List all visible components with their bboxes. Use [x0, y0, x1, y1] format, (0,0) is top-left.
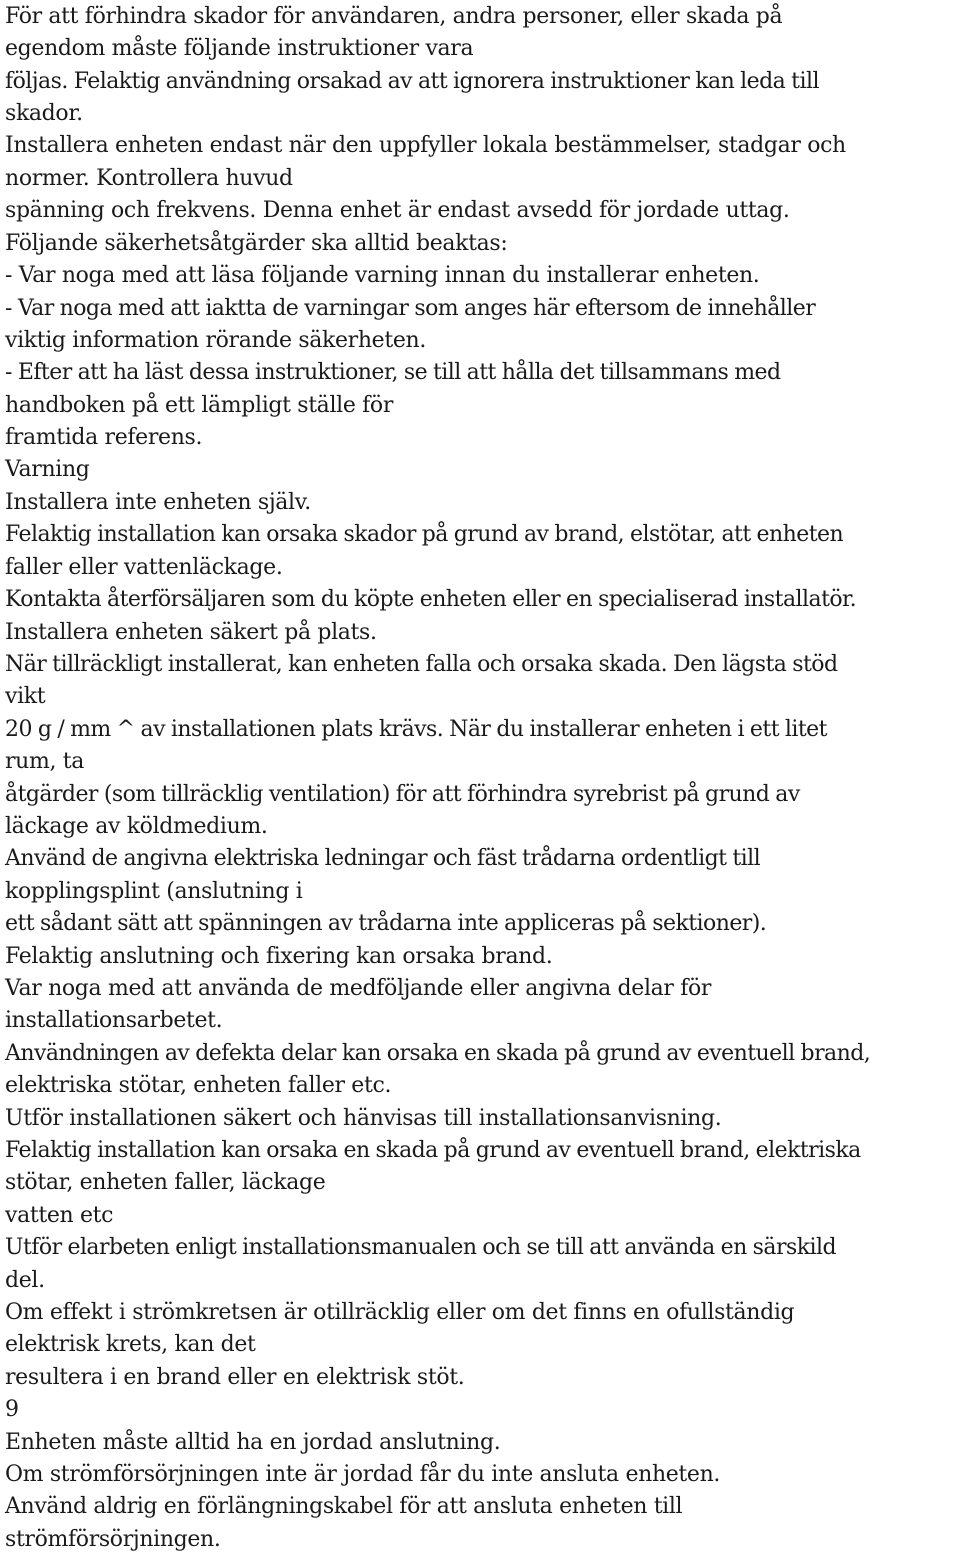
- text-line: När tillräckligt installerat, kan enheten falla och orsaka skada. Den lägsta stöd: [5, 652, 838, 677]
- text-line: del.: [5, 1268, 45, 1293]
- text-line: Utför elarbeten enligt installationsmanualen och se till att använda en särskild: [5, 1235, 836, 1260]
- text-line: - Efter att ha läst dessa instruktioner, se till att hålla det tillsammans med: [5, 360, 781, 385]
- text-line: Kontakta återförsäljaren som du köpte enheten eller en specialiserad installatör.: [5, 587, 857, 612]
- text-line: Var noga med att använda de medföljande eller angivna delar för: [5, 976, 712, 1001]
- text-line: Om effekt i strömkretsen är otillräcklig eller om det finns en ofullständig: [5, 1300, 795, 1325]
- text-line: - Var noga med att läsa följande varning innan du installerar enheten.: [5, 263, 760, 288]
- text-line: elektrisk krets, kan det: [5, 1332, 256, 1357]
- text-line: Utför installationen säkert och hänvisas till installationsanvisning.: [5, 1106, 722, 1131]
- text-line: Felaktig anslutning och fixering kan orsaka brand.: [5, 944, 553, 969]
- text-line: handboken på ett lämpligt ställe för: [5, 393, 393, 418]
- text-line: faller eller vattenläckage.: [5, 555, 283, 580]
- text-line: skador.: [5, 101, 83, 126]
- text-line: Använd de angivna elektriska ledningar och fäst trådarna ordentligt till: [5, 846, 761, 871]
- text-line: strömförsörjningen.: [5, 1527, 221, 1552]
- text-line: vikt: [5, 684, 46, 709]
- text-line: rum, ta: [5, 749, 85, 774]
- text-line: 20 g / mm ^ av installationen plats krävs. När du installerar enheten i ett litet: [5, 717, 827, 742]
- text-line: framtida referens.: [5, 425, 203, 450]
- text-line: kopplingsplint (anslutning i: [5, 879, 303, 904]
- text-line: Installera inte enheten själv.: [5, 490, 311, 515]
- text-line: Installera enheten säkert på plats.: [5, 620, 377, 645]
- text-line: Enheten måste alltid ha en jordad anslutning.: [5, 1430, 501, 1455]
- text-line: egendom måste följande instruktioner vara: [5, 36, 474, 61]
- text-line: normer. Kontrollera huvud: [5, 166, 293, 191]
- text-line: installationsarbetet.: [5, 1008, 223, 1033]
- text-line: Användningen av defekta delar kan orsaka en skada på grund av eventuell brand,: [5, 1041, 871, 1066]
- text-line: elektriska stötar, enheten faller etc.: [5, 1073, 392, 1098]
- text-line: ett sådant sätt att spänningen av trådarna inte appliceras på sektioner).: [5, 911, 767, 936]
- text-line: stötar, enheten faller, läckage: [5, 1170, 326, 1195]
- text-line: följas. Felaktig användning orsakad av att ignorera instruktioner kan leda till: [5, 69, 819, 94]
- text-line: resultera i en brand eller en elektrisk stöt.: [5, 1365, 465, 1390]
- text-line: Om strömförsörjningen inte är jordad får du inte ansluta enheten.: [5, 1462, 721, 1487]
- page-number: 9: [5, 1397, 19, 1422]
- text-line: För att förhindra skador för användaren, andra personer, eller skada på: [5, 4, 783, 29]
- text-line: Använd aldrig en förlängningskabel för att ansluta enheten till: [5, 1494, 683, 1519]
- text-line: viktig information rörande säkerheten.: [5, 328, 426, 353]
- text-line: läckage av köldmedium.: [5, 814, 268, 839]
- section-heading: Varning: [5, 457, 90, 482]
- text-line: spänning och frekvens. Denna enhet är endast avsedd för jordade uttag.: [5, 198, 790, 223]
- text-line: vatten etc: [5, 1203, 114, 1228]
- text-line: Felaktig installation kan orsaka skador på grund av brand, elstötar, att enheten: [5, 522, 844, 547]
- text-line: åtgärder (som tillräcklig ventilation) för att förhindra syrebrist på grund av: [5, 782, 800, 807]
- text-line: Felaktig installation kan orsaka en skada på grund av eventuell brand, elektriska: [5, 1138, 861, 1163]
- text-line: - Var noga med att iaktta de varningar som anges här eftersom de innehåller: [5, 296, 816, 321]
- text-line: Installera enheten endast när den uppfyller lokala bestämmelser, stadgar och: [5, 133, 846, 158]
- text-line: Följande säkerhetsåtgärder ska alltid beaktas:: [5, 231, 508, 256]
